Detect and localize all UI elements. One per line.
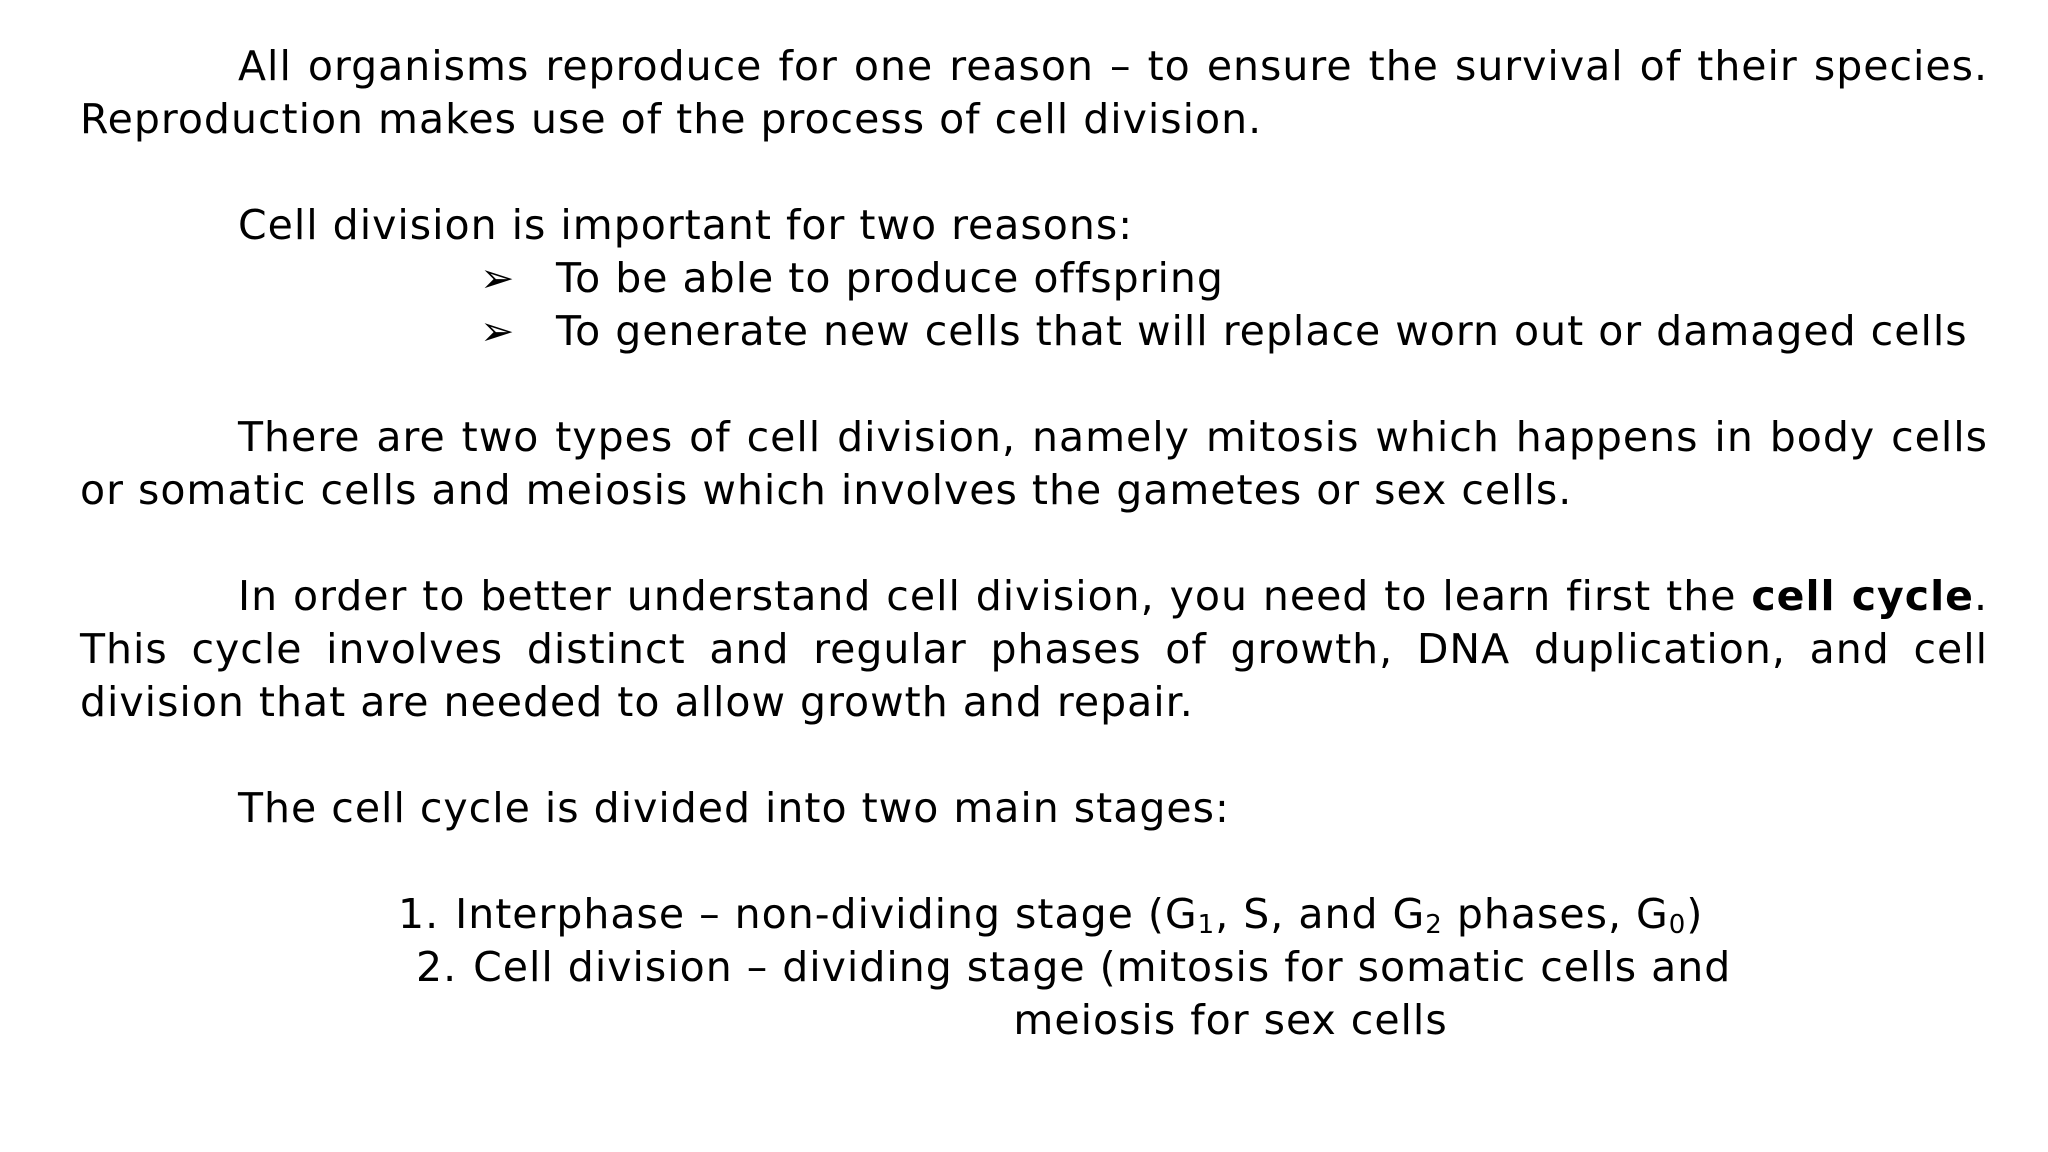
arrow-bullet-icon: ➢: [480, 307, 516, 355]
stages-list: [80, 888, 1988, 1047]
reasons-list: [480, 252, 1988, 358]
list-item-text: To generate new cells that will replace worn out or damaged cells: [556, 307, 1968, 355]
list-item: [480, 305, 1988, 358]
subscript: 2: [1425, 910, 1443, 940]
list-item: [480, 252, 1988, 305]
list-item-text: To be able to produce offspring: [556, 254, 1224, 302]
paragraph-stages: The cell cycle is divided into two main stages:: [238, 784, 1230, 832]
paragraph-text: . This cycle involves distinct and regular phases of growth, DNA duplication, and cell division that are needed to allow growth and repair.: [80, 572, 1988, 726]
list-item: [416, 941, 1988, 1047]
subscript: 1: [1197, 910, 1216, 940]
list-item-text: [473, 941, 1988, 1047]
paragraph-cell-cycle: [80, 570, 1988, 729]
paragraph-text: In order to better understand cell division, you need to learn first the: [238, 572, 1752, 620]
text-part: Interphase – non-dividing stage (G: [455, 890, 1198, 938]
paragraph-types: There are two types of cell division, namely mitosis which happens in body cells or somatic cells and meiosis which involves the gametes or sex cells.: [80, 413, 1988, 514]
subscript: 0: [1668, 910, 1687, 940]
arrow-bullet-icon: ➢: [480, 254, 516, 302]
list-number: 2.: [416, 943, 458, 991]
paragraph-reproduction: All organisms reproduce for one reason – to ensure the survival of their species. Reproduction makes use of the process of cell division.: [80, 42, 1988, 143]
text-continuation: meiosis for sex cells: [1013, 996, 1448, 1044]
key-term: cell cycle: [1751, 572, 1974, 620]
paragraph-importance: Cell division is important for two reasons:: [238, 201, 1134, 249]
list-item-text: [455, 888, 1988, 941]
text-part: phases, G: [1442, 890, 1669, 938]
text-part: Cell division – dividing stage (mitosis for somatic cells and: [473, 943, 1732, 991]
text-part: ): [1686, 890, 1704, 938]
list-number: 1.: [398, 890, 440, 938]
list-item: [398, 888, 1988, 941]
text-part: , S, and G: [1215, 890, 1426, 938]
